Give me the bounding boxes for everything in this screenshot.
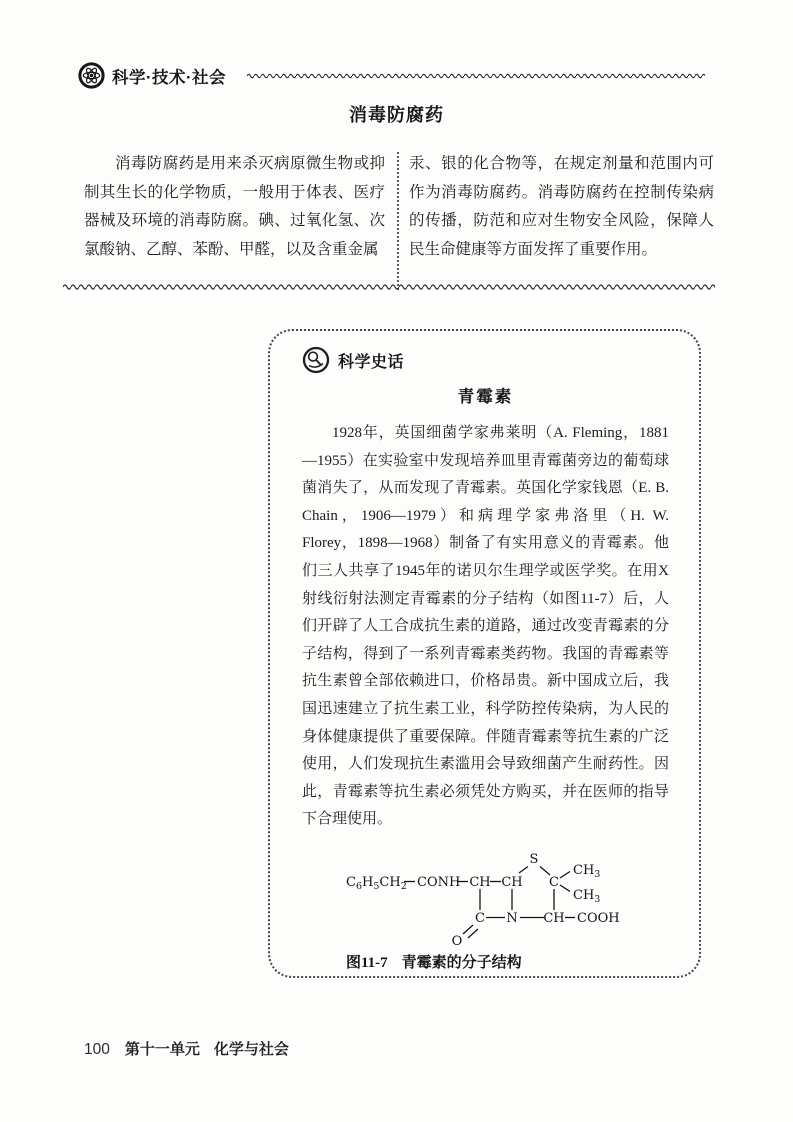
box-body-text: 1928年，英国细菌学家弗莱明（A. Fleming，1881—1955）在实验室中发现培养皿里青霉菌旁边的葡萄球菌消失了，从而发现了青霉素。英国化学家钱恩（E. B. Chain，1906—1979）和病理学家弗洛里（H. W. Florey，1898—1968）制备了有实用意义的青霉素。他们三人共享了1945年的诺贝尔生理学或医学奖。在用X射线衍射法测定青霉素的分子结构（如图11-7）后，人们开辟了人工合成抗生素的道路，通过改变青霉素的分子结构，得到了一系列青霉素类药物。我国的青霉素等抗生素曾全部依赖进口，价格昂贵。新中国成立后，我国迅速建立了抗生素工业，科学防控传染病，为人民的身体健康提供了重要保障。伴随青霉素等抗生素的广泛使用，人们发现抗生素滥用会导致细菌产生耐药性。因此，青霉素等抗生素必须凭处方购买，并在医师的指导下合理使用。: [302, 425, 669, 828]
formula-ch-bottom: CH: [543, 910, 565, 926]
formula-methyl-upper: $CH_3$: [573, 862, 601, 880]
formula-amide: CONH: [417, 874, 461, 890]
magnifier-circle-icon: [302, 346, 330, 374]
figure-11-7: [302, 846, 669, 972]
wavy-rule-top: [247, 70, 705, 82]
formula-benzyl: $C_6H_5CH_2$: [346, 874, 407, 892]
formula-carboxyl: COOH: [577, 910, 620, 926]
formula-methyl-lower: $CH_3$: [573, 887, 601, 905]
footer-unit: 第十一单元: [124, 1042, 200, 1058]
column-divider: [397, 152, 399, 290]
intro-left-column: 消毒防腐药是用来杀灭病原微生物或抑制其生长的化学物质，一般用于体表、医疗器械及环境的消毒防腐。碘、过氧化氢、次氯酸钠、乙醇、苯酚、甲醛，以及含重金属: [84, 155, 385, 258]
wavy-rule-divider: [63, 280, 715, 294]
penicillin-structure-diagram: [344, 846, 636, 948]
science-history-header: [302, 346, 669, 374]
intro-columns: [84, 150, 714, 290]
box-title: 青霉素: [457, 388, 514, 406]
science-history-label: 科学史话: [338, 353, 405, 371]
section-banner: [78, 62, 226, 89]
formula-sulfur: S: [529, 851, 539, 867]
figure-caption: [346, 951, 669, 972]
science-history-box: [268, 329, 701, 978]
formula-quaternary-carbon: C: [549, 874, 559, 890]
article-title: 消毒防腐药: [349, 105, 444, 125]
atom-icon: [78, 62, 105, 89]
page-number: 100: [84, 1041, 110, 1058]
intro-right-column: 汞、银的化合物等，在规定剂量和范围内可作为消毒防腐药。消毒防腐药在控制传染病的传播，防范和应对生物安全风险，保障人民生命健康等方面发挥了重要作用。: [409, 155, 714, 258]
figure-caption-number: 图11-7: [346, 954, 388, 971]
section-banner-label: 科学·技术·社会: [112, 68, 226, 87]
formula-nitrogen: N: [506, 910, 518, 926]
formula-ch-top-left: CH: [469, 874, 491, 890]
formula-carbonyl-carbon: C: [475, 910, 485, 926]
page-footer: [84, 1038, 289, 1059]
formula-ch-top-right: CH: [501, 874, 523, 890]
formula-oxygen: O: [451, 933, 463, 948]
figure-caption-text: 青霉素的分子结构: [401, 954, 522, 971]
footer-section: 化学与社会: [213, 1042, 289, 1058]
